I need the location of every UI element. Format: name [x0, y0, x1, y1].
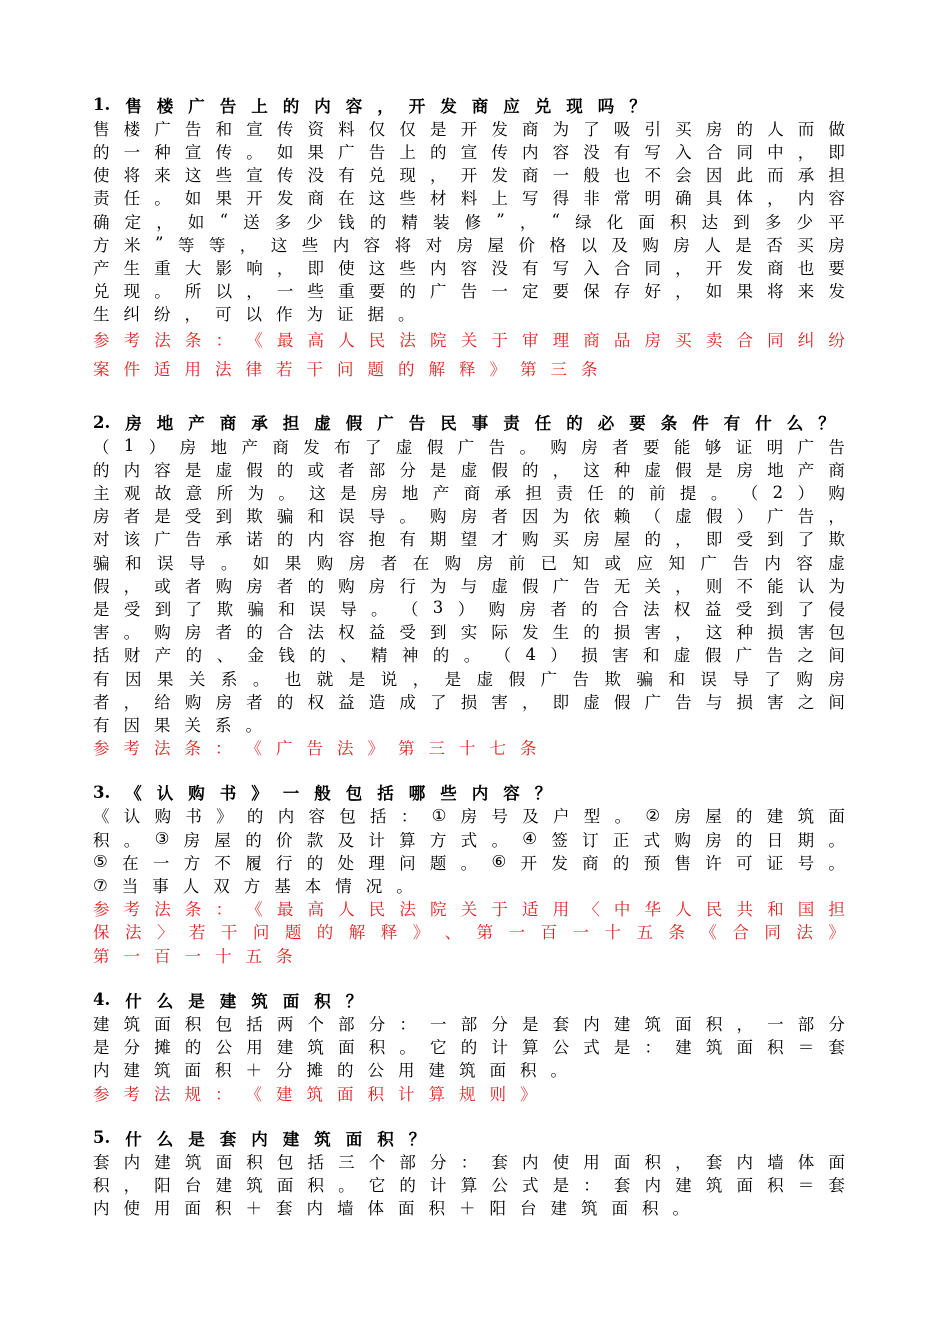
question-heading: 2. 房 地 产 商 承 担 虚 假 广 告 民 事 责 任 的 必 要 条 件 有 什 么 ？ — [93, 412, 835, 434]
answer-line: 内 使 用 面 积 ＋ 套 内 墙 体 面 积 ＋ 阳 台 建 筑 面 积 。 — [93, 1199, 689, 1219]
answer-line: 确 定 ， 如 “ 送 多 少 钱 的 精 装 修 ” ， “ 绿 化 面 积 达 到 多 少 平 — [93, 211, 845, 232]
answer-line: 有 因 果 关 系 。 也 就 是 说 ， 是 虚 假 广 告 欺 骗 和 误 导 了 购 房 — [93, 669, 845, 689]
legal-reference-line: 第 一 百 一 十 五 条 — [93, 946, 293, 966]
qa-section — [93, 1126, 845, 1219]
answer-line: 方 米 ” 等 等 ， 这 些 内 容 将 对 房 屋 价 格 以 及 购 房 人 是 否 买 房 — [93, 234, 845, 255]
legal-reference-line: 参 考 法 条 ： 《 最 高 人 民 法 院 关 于 审 理 商 品 房 买 卖 合 同 纠 纷 — [93, 331, 845, 351]
answer-line: 《 认 购 书 》 的 内 容 包 括 ： ① 房 号 及 户 型 。 ② 房 屋 的 建 筑 面 — [93, 805, 845, 827]
answer-line: 套 内 建 筑 面 积 包 括 三 个 部 分 ： 套 内 使 用 面 积 ， 套 内 墙 体 面 — [93, 1152, 845, 1172]
answer-line: 括 财 产 的 、 金 钱 的 、 精 神 的 。 （ 4 ） 损 害 和 虚 假 广 告 之 间 — [93, 644, 845, 666]
answer-line: ⑤ 在 一 方 不 履 行 的 处 理 问 题 。 ⑥ 开 发 商 的 预 售 许 可 证 号 。 — [93, 852, 845, 873]
answer-line: 是 受 到 了 欺 骗 和 误 导 。 （ 3 ） 购 房 者 的 合 法 权 益 受 到 了 侵 — [93, 598, 845, 619]
answer-line: 的 内 容 是 虚 假 的 或 者 部 分 是 虚 假 的 ， 这 种 虚 假 是 房 地 产 商 — [93, 460, 845, 480]
answer-line: 是 分 摊 的 公 用 建 筑 面 积 。 它 的 计 算 公 式 是 ： 建 筑 面 积 ＝ 套 — [93, 1038, 845, 1058]
section-spacer — [93, 966, 845, 988]
answer-line: 对 该 广 告 承 诺 的 内 容 抱 有 期 望 才 购 买 房 屋 的 ， 即 受 到 了 欺 — [93, 530, 845, 550]
question-heading: 1. 售 楼 广 告 上 的 内 容 ， 开 发 商 应 兑 现 吗 ？ — [93, 95, 646, 116]
section-spacer — [93, 1104, 845, 1126]
answer-line: 房 者 是 受 到 欺 骗 和 误 导 。 购 房 者 因 为 依 赖 （ 虚 假 ） 广 告 ， — [93, 507, 845, 527]
answer-line: 生 纠 纷 ， 可 以 作 为 证 据 。 — [93, 305, 415, 325]
answer-line: 有 因 果 关 系 。 — [93, 715, 262, 735]
answer-line: 建 筑 面 积 包 括 两 个 部 分 ： 一 部 分 是 套 内 建 筑 面 积 ， 一 部 分 — [93, 1014, 845, 1034]
question-heading: 5. 什 么 是 套 内 建 筑 面 积 ？ — [93, 1128, 426, 1149]
legal-reference-line: 案 件 适 用 法 律 若 干 问 题 的 解 释 》 第 三 条 — [93, 360, 598, 380]
qa-section — [93, 781, 845, 967]
legal-reference-line: 参 考 法 条 ： 《 最 高 人 民 法 院 关 于 适 用 〈 中 华 人 民 共 和 国 担 — [93, 900, 845, 920]
question-heading: 3. 《 认 购 书 》 一 般 包 括 哪 些 内 容 ？ — [93, 782, 552, 804]
section-spacer — [93, 759, 845, 781]
qa-section — [93, 988, 845, 1104]
answer-line: 内 建 筑 面 积 ＋ 分 摊 的 公 用 建 筑 面 积 。 — [93, 1061, 567, 1081]
answer-line: 的 一 种 宣 传 。 如 果 广 告 上 的 宣 传 内 容 没 有 写 入 合 同 中 ， 即 — [93, 142, 845, 162]
qa-section — [93, 411, 845, 759]
answer-line: 主 观 故 意 所 为 。 这 是 房 地 产 商 承 担 责 任 的 前 提 。 （ 2 ） 购 — [93, 482, 845, 504]
answer-line: 骗 和 误 导 。 如 果 购 房 者 在 购 房 前 已 知 或 应 知 广 告 内 容 虚 — [93, 553, 845, 573]
answer-line: 害 。 购 房 者 的 合 法 权 益 受 到 实 际 发 生 的 损 害 ， 这 种 损 害 包 — [93, 623, 845, 643]
answer-line: 售 楼 广 告 和 宣 传 资 料 仅 仅 是 开 发 商 为 了 吸 引 买 房 的 人 而 做 — [93, 119, 845, 139]
answer-line: 假 ， 或 者 购 房 者 的 购 房 行 为 与 虚 假 广 告 无 关 ， 则 不 能 认 为 — [93, 576, 845, 596]
legal-reference-line: 参 考 法 条 ： 《 广 告 法 》 第 三 十 七 条 — [93, 739, 537, 759]
legal-reference-line: 保 法 〉 若 干 问 题 的 解 释 》 、 第 一 百 一 十 五 条 《 合 同 法 》 — [93, 923, 845, 943]
answer-line: 兑 现 。 所 以 ， 一 些 重 要 的 广 告 一 定 要 保 存 好 ， 如 果 将 来 发 — [93, 282, 845, 302]
section-spacer — [93, 383, 845, 411]
answer-line: 使 将 来 这 些 宣 传 没 有 兑 现 ， 开 发 商 一 般 也 不 会 因 此 而 承 担 — [93, 166, 845, 186]
answer-line: 责 任 。 如 果 开 发 商 在 这 些 材 料 上 写 得 非 常 明 确 具 体 ， 内 容 — [93, 189, 845, 209]
legal-reference-line: 参 考 法 规 ： 《 建 筑 面 积 计 算 规 则 》 — [93, 1084, 537, 1104]
document-page — [93, 93, 845, 1219]
answer-line: 积 ， 阳 台 建 筑 面 积 。 它 的 计 算 公 式 是 ： 套 内 建 筑 面 积 ＝ 套 — [93, 1176, 845, 1196]
answer-line: 积 。 ③ 房 屋 的 价 款 及 计 算 方 式 。 ④ 签 订 正 式 购 房 的 日 期 。 — [93, 829, 845, 850]
answer-line: （ 1 ） 房 地 产 商 发 布 了 虚 假 广 告 。 购 房 者 要 能 够 证 明 广 告 — [93, 436, 845, 457]
question-heading: 4. 什 么 是 建 筑 面 积 ？ — [93, 990, 363, 1011]
answer-line: 产 生 重 大 影 响 ， 即 使 这 些 内 容 没 有 写 入 合 同 ， 开 发 商 也 要 — [93, 258, 845, 278]
answer-line: ⑦ 当 事 人 双 方 基 本 情 况 。 — [93, 875, 413, 897]
qa-section — [93, 93, 845, 383]
answer-line: 者 ， 给 购 房 者 的 权 益 造 成 了 损 害 ， 即 虚 假 广 告 与 损 害 之 间 — [93, 692, 845, 712]
